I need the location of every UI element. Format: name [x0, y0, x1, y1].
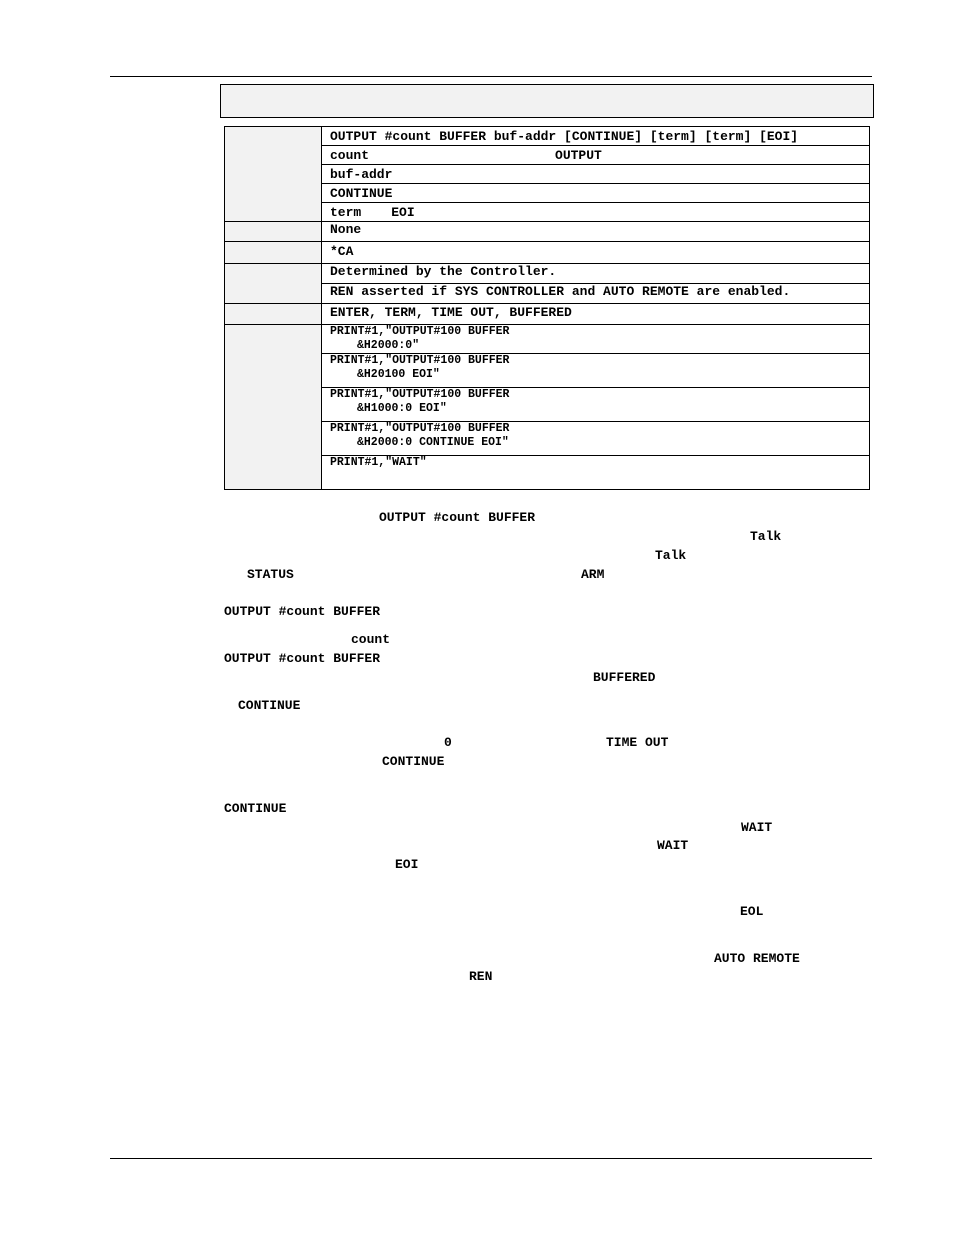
- label-cell-mode: [225, 242, 322, 264]
- response-cell: None: [322, 222, 870, 242]
- mode-cell: *CA: [322, 242, 870, 264]
- param-continue: CONTINUE: [322, 184, 870, 203]
- body-term-eol: EOL: [740, 904, 764, 919]
- example-3: PRINT#1,"OUTPUT#100 BUFFER &H1000:0 EOI": [322, 388, 870, 422]
- body-term-continue-3: CONTINUE: [224, 801, 287, 816]
- label-cell-response: [225, 222, 322, 242]
- body-term-talk-2: Talk: [655, 548, 687, 563]
- footer-rule: [110, 1158, 872, 1159]
- body-term-arm: ARM: [581, 567, 605, 582]
- bus-states-2: REN asserted if SYS CONTROLLER and AUTO REMOTE are enabled.: [322, 284, 870, 304]
- body-term-auto-remote: AUTO REMOTE: [714, 951, 800, 966]
- body-term-output-count-buffer: OUTPUT #count BUFFER: [379, 510, 536, 525]
- body-term-continue-2: CONTINUE: [382, 754, 445, 769]
- param-term-cell: [322, 203, 870, 222]
- param-count-cell: [322, 146, 870, 165]
- body-term-ren: REN: [469, 969, 493, 984]
- label-cell-related: [225, 304, 322, 325]
- example-1: PRINT#1,"OUTPUT#100 BUFFER &H2000:0": [322, 325, 870, 354]
- example-2: PRINT#1,"OUTPUT#100 BUFFER &H20100 EOI": [322, 354, 870, 388]
- body-term-output-count-buffer-3: OUTPUT #count BUFFER: [224, 651, 381, 666]
- related-cell: ENTER, TERM, TIME OUT, BUFFERED: [322, 304, 870, 325]
- command-spec-table: [224, 126, 870, 490]
- param-bufaddr: buf-addr: [322, 165, 870, 184]
- body-term-wait-2: WAIT: [657, 838, 689, 853]
- body-term-buffered: BUFFERED: [593, 670, 656, 685]
- body-term-count: count: [351, 632, 391, 647]
- header-rule: [110, 76, 872, 77]
- param-term: term: [330, 205, 362, 220]
- example-5: PRINT#1,"WAIT": [322, 456, 870, 490]
- body-term-status: STATUS: [247, 567, 294, 582]
- param-count: count: [330, 148, 370, 163]
- body-term-continue: CONTINUE: [238, 698, 301, 713]
- body-term-eoi: EOI: [395, 857, 419, 872]
- body-term-time-out: TIME OUT: [606, 735, 669, 750]
- label-cell-examples: [225, 325, 322, 490]
- body-term-wait: WAIT: [741, 820, 773, 835]
- bus-states-1: Determined by the Controller.: [322, 264, 870, 284]
- syntax-cell: OUTPUT #count BUFFER buf-addr [CONTINUE] [term] [term] [EOI]: [322, 127, 870, 146]
- label-cell-bus-states: [225, 264, 322, 304]
- example-4: PRINT#1,"OUTPUT#100 BUFFER &H2000:0 CONTINUE EOI": [322, 422, 870, 456]
- body-term-output-count-buffer-2: OUTPUT #count BUFFER: [224, 604, 381, 619]
- command-title-box: [220, 84, 874, 118]
- param-count-output: OUTPUT: [555, 148, 602, 163]
- body-term-talk: Talk: [750, 529, 782, 544]
- body-term-zero: 0: [444, 735, 452, 750]
- label-cell-syntax: [225, 127, 322, 222]
- param-term-eoi: EOI: [391, 205, 415, 220]
